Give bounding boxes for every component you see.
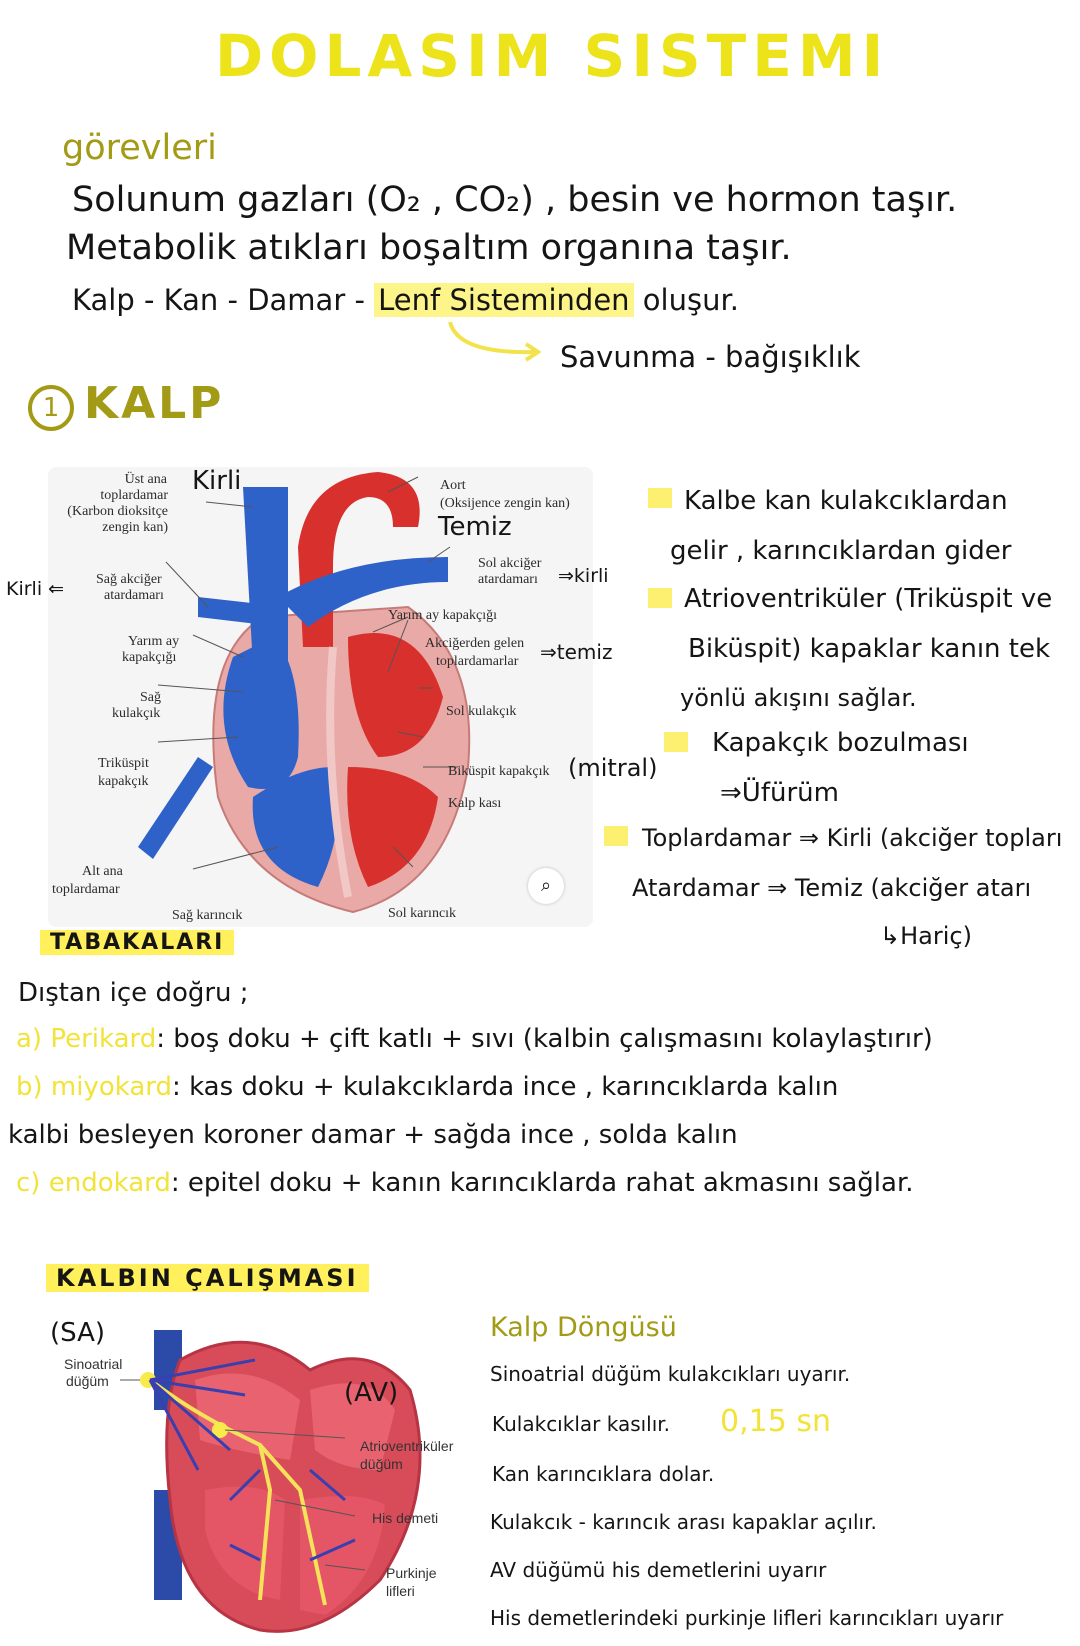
layer-c-text: : epitel doku + kanın karıncıklarda rahat akmasını sağlar. (170, 1168, 914, 1198)
annotation-kirli-right: ⇒kirli (558, 565, 609, 587)
note-line-1: Kalbe kan kulakcıklardan (684, 486, 1008, 516)
label-sol-akciger-atar-2: atardamarı (478, 572, 538, 587)
label-sag-akciger-atar-2: atardamarı (104, 588, 164, 603)
layer-b-name: miyokard (50, 1072, 173, 1102)
label-ust-ana-2: toplardamar (100, 488, 168, 503)
lenf-highlight: Lenf Sisteminden (374, 283, 633, 317)
label-sol-karincik: Sol karıncık (388, 906, 457, 921)
note-line-3: Atrioventriküler (Triküspit ve (684, 584, 1053, 614)
label-trikuspit-2: kapakçık (98, 774, 149, 789)
fig-purkinje-1: Purkinje (386, 1565, 437, 1581)
label-ust-ana-4: zengin kan) (102, 520, 168, 535)
kalp-heading: KALP (84, 378, 225, 429)
label-ust-ana-1: Üst ana (124, 472, 167, 487)
layer-b-prefix: b) (16, 1072, 43, 1102)
layer-a-text: : boş doku + çift katlı + sıvı (kalbin çalışmasını kolaylaştırır) (156, 1024, 933, 1054)
fig-purkinje-2: lifleri (386, 1583, 415, 1599)
sa-label: (SA) (50, 1318, 106, 1348)
label-trikuspit-1: Triküspit (98, 756, 149, 771)
dongu-line-3: Kan karıncıklara dolar. (492, 1462, 715, 1486)
layer-c-name: endokard (48, 1168, 171, 1198)
note-line-5: yönlü akışını sağlar. (680, 684, 917, 712)
section-number-badge: 1 (28, 385, 74, 431)
layer-a-prefix: a) (16, 1024, 43, 1054)
annotation-temiz-right: ⇒temiz (540, 640, 613, 664)
label-alt-ana-1: Alt ana (82, 864, 123, 879)
label-ust-ana-3: (Karbon dioksitçe (67, 504, 168, 519)
note-line-8: Toplardamar ⇒ Kirli (akciğer topları (642, 824, 1063, 852)
tabakalari-intro: Dıştan içe doğru ; (18, 978, 249, 1008)
gorevleri-line1: Solunum gazları (O₂ , CO₂) , besin ve hormon taşır. (72, 180, 958, 220)
dongu-line-5: AV düğümü his demetlerini uyarır (490, 1558, 827, 1582)
label-kalp-kasi: Kalp kası (448, 796, 502, 811)
fig-atrio-1: Atrioventriküler (360, 1438, 454, 1454)
fig-his: His demeti (372, 1510, 439, 1526)
gorevleri-heading: görevleri (62, 128, 217, 168)
fig-atrio-2: düğüm (360, 1456, 403, 1472)
dongu-line-6: His demetlerindeki purkinje lifleri karıncıkları uyarır (490, 1606, 1004, 1630)
label-bikuspit: Biküspit kapakçık (448, 764, 550, 779)
layer-c-prefix: c) (16, 1168, 41, 1198)
annotation-temiz-aort: Temiz (438, 512, 512, 542)
note-line-6: Kapakçık bozulması (712, 728, 969, 758)
gorevleri-line2: Metabolik atıkları boşaltım organına taşır. (66, 228, 792, 268)
label-aort-1: Aort (440, 478, 466, 493)
note-line-10: ↳Hariç) (880, 922, 972, 950)
note-bullet (648, 488, 672, 508)
note-bullet (604, 826, 628, 846)
dongu-line-2: Kulakcıklar kasılır. (492, 1412, 671, 1436)
label-sag-karincik: Sağ karıncık (172, 908, 243, 923)
layer-b (16, 1072, 838, 1102)
label-sol-kulakcik: Sol kulakçık (446, 704, 517, 719)
label-sag-kulakcik-2: kulakçık (112, 706, 161, 721)
dongu-line-1: Sinoatrial düğüm kulakcıkları uyarır. (490, 1362, 851, 1386)
label-aort-2: (Oksijence zengin kan) (440, 496, 570, 511)
label-akcigerden-1: Akciğerden gelen (425, 636, 525, 651)
gorevleri-line3-a: Kalp - Kan - Damar - (72, 283, 365, 317)
fig-sinoatrial-2: düğüm (66, 1373, 109, 1389)
curved-arrow-icon (440, 318, 560, 370)
av-label: (AV) (344, 1378, 399, 1408)
layer-c (16, 1168, 914, 1198)
gorevleri-line3-b: oluşur. (642, 283, 739, 317)
label-yarim-ay-left-2: kapakçığı (122, 650, 177, 665)
note-line-4: Biküspit) kapaklar kanın tek (688, 634, 1051, 664)
page-title: DOLASIM SISTEMI (215, 22, 890, 90)
layer-b-text: : kas doku + kulakcıklarda ince , karıncıklarda kalın (172, 1072, 839, 1102)
note-bullet (664, 732, 688, 752)
annotation-kirli-left: Kirli ⇐ (6, 578, 65, 600)
note-line-7: ⇒Üfürüm (720, 778, 839, 808)
search-icon[interactable]: ⌕ (528, 868, 564, 904)
gorevleri-line3 (72, 283, 739, 317)
dongu-line-4: Kulakcık - karıncık arası kapaklar açılır. (490, 1510, 877, 1534)
label-sol-akciger-atar-1: Sol akciğer (478, 556, 542, 571)
layer-a-name: Perikard (50, 1024, 157, 1054)
label-yarim-ay-right: Yarım ay kapakçığı (388, 608, 497, 623)
label-yarim-ay-left-1: Yarım ay (128, 634, 180, 649)
note-line-2: gelir , karıncıklardan gider (670, 536, 1012, 566)
annotation-kirli-top: Kirli (192, 466, 242, 496)
calismasi-heading: KALBIN ÇALIŞMASI (46, 1264, 369, 1292)
label-sag-kulakcik-1: Sağ (140, 690, 161, 705)
note-line-9: Atardamar ⇒ Temiz (akciğer atarı (632, 874, 1032, 902)
dongu-heading: Kalp Döngüsü (490, 1312, 677, 1343)
note-bullet (648, 588, 672, 608)
label-alt-ana-2: toplardamar (52, 882, 120, 897)
label-sag-akciger-atar-1: Sağ akciğer (96, 572, 162, 587)
label-akcigerden-2: toplardamarlar (436, 654, 519, 669)
annotation-mitral: (mitral) (568, 754, 658, 782)
savunma-text: Savunma - bağışıklık (560, 340, 861, 374)
layer-b-cont: kalbi besleyen koroner damar + sağda ince , solda kalın (8, 1120, 738, 1150)
fig-sinoatrial-1: Sinoatrial (64, 1356, 123, 1372)
dongu-time: 0,15 sn (720, 1404, 831, 1439)
layer-a (16, 1024, 933, 1054)
tabakalari-heading: TABAKALARI (40, 930, 234, 955)
